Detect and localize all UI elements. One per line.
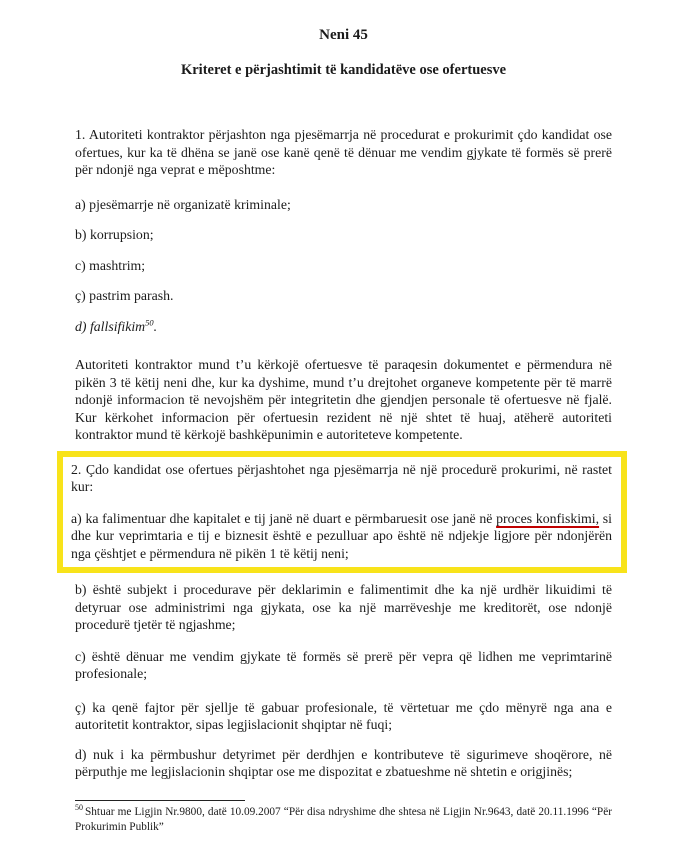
- offense-item-a: a) pjesëmarrje në organizatë kriminale;: [75, 196, 291, 212]
- offense-item-b: b) korrupsion;: [75, 227, 154, 242]
- offense-item-c: c) mashtrim;: [75, 257, 146, 273]
- highlighted-item-a-post: si dhe kur veprimtaria e tij e biznesit është e pezulluar apo është në ndjekje ligjore për ndonjërën nga çështjet e përmendura në pikën 1 të këtij neni;: [71, 510, 612, 561]
- footnote-50: [75, 802, 612, 835]
- exclusion-item-c: c) është dënuar me vendim gjykate të formës së prerë për vepra që lidhen me veprimtarinë profesionale;: [75, 648, 612, 681]
- footnote-reference-50: 50: [145, 316, 154, 327]
- highlight-box: [57, 451, 627, 574]
- article-title: Neni 45: [319, 27, 368, 43]
- highlighted-item-a-pre: a) ka falimentuar dhe kapitalet e tij janë në duart e përmbaruesit ose janë në: [71, 510, 497, 526]
- paragraph-documents-request: Autoriteti kontraktor mund t’u kërkojë ofertuesve të paraqesin dokumentet e përmendura në pikën 3 të këtij neni dhe, kur ka dyshime, mund t’u drejtohet organeve kompetente për të marrë ndonjë informacion të nevojshëm për integritetin dhe gjendjen personale të ofertuesve në fjalë. Kur kërkohet informacion për ofertuesin rezident në një shtet të huaj, atëherë autoriteti kontraktor mund të kërkojë bashkëpunimin e autoriteteve kompetente.: [75, 357, 612, 442]
- highlighted-paragraph-point-2: 2. Çdo kandidat ose ofertues përjashtohet nga pjesëmarrja në një procedurë prokurimi, në rastet kur:: [71, 461, 612, 494]
- exclusion-item-b: b) është subjekt i procedurave për deklarimin e falimentimit dhe ka një urdhër likuidimi të detyruar ose administrimi nga gjykata, ose ka një marrëveshje me kreditorët, ose ndonjë procedurë tjetër të ngjashme;: [75, 582, 612, 632]
- highlighted-item-a: [71, 510, 612, 563]
- paragraph-point-1: 1. Autoriteti kontraktor përjashton nga pjesëmarrja në procedurat e prokurimit çdo kandidat ose ofertues, kur ka të dhëna se janë ose kanë qenë të dënuar me vendim gjykate të formës së prerë për ndonjë nga veprat e mëposhtme:: [75, 127, 612, 177]
- offense-item-d: [75, 318, 612, 336]
- footnote-area: [75, 800, 612, 835]
- footnote-50-marker: 50: [75, 802, 83, 812]
- footnote-separator-line: [75, 800, 245, 801]
- offense-item-cc: ç) pastrim parash.: [75, 288, 174, 303]
- red-underlined-text: proces konfiskimi,: [496, 510, 600, 526]
- exclusion-item-d: d) nuk i ka përmbushur detyrimet për derdhjen e kontributeve të sigurimeve shoqërore, në përputhje me legjislacionin shqiptar ose me dispozitat e zbatueshme në shtetin e origjinës;: [75, 746, 612, 779]
- footnote-50-text: Shtuar me Ligjin Nr.9800, datë 10.09.2007 “Për disa ndryshime dhe shtesa në Ligjin Nr.9643, datë 20.11.1996 “Për Prokurimin Publik”: [75, 805, 612, 833]
- offense-item-d-text: d) fallsifikim: [75, 318, 146, 334]
- article-subtitle: Kriteret e përjashtimit të kandidatëve ose ofertuesve: [180, 61, 507, 78]
- exclusion-item-cc: ç) ka qenë fajtor për sjellje të gabuar profesionale, të vërtetuar me çdo mënyrë nga ana e autoritetit kontraktor, sipas legjislacionit shqiptar në fuqi;: [75, 699, 612, 732]
- offense-item-d-period: .: [153, 318, 158, 334]
